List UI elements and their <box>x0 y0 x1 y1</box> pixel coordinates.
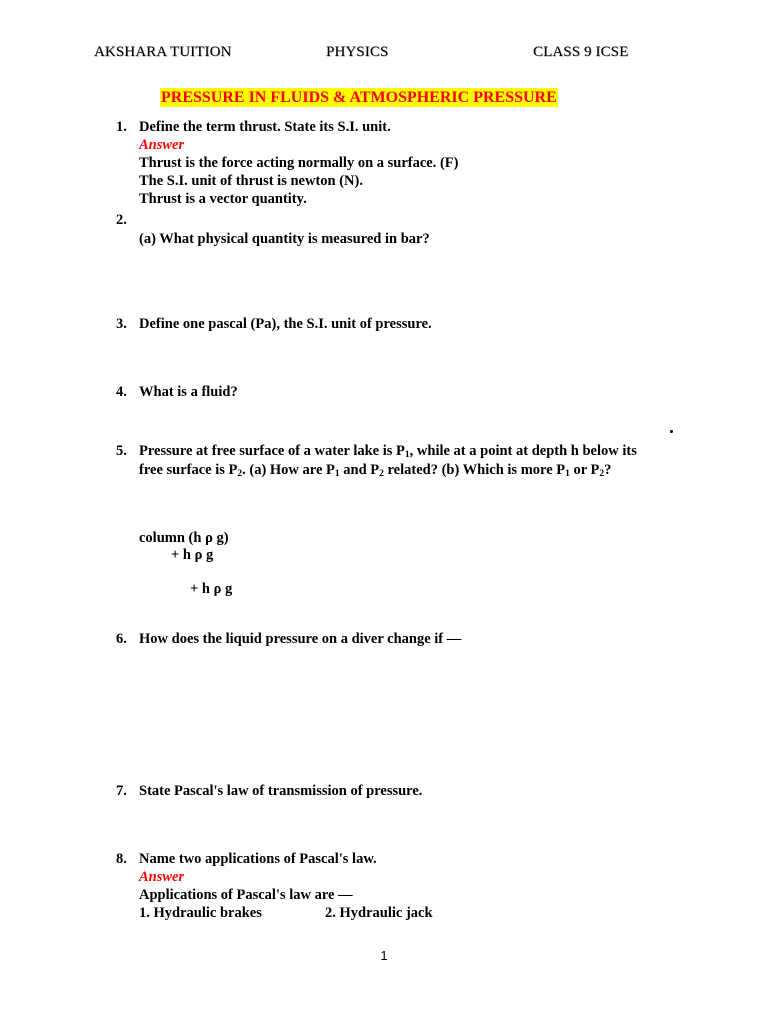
q8-number: 8. <box>116 851 127 867</box>
header-class: CLASS 9 ICSE <box>533 44 629 60</box>
q8-question: Name two applications of Pascal's law. <box>139 851 377 867</box>
q1-answer-line-3: Thrust is a vector quantity. <box>139 191 307 207</box>
q5-line-1: Pressure at free surface of a water lake is $P_1$, while at a point at depth h below its <box>139 443 637 460</box>
q8-answer-label: Answer <box>139 869 185 885</box>
page-title: PRESSURE IN FLUIDS & ATMOSPHERIC PRESSURE <box>161 89 557 106</box>
header-tuition-name: AKSHARA TUITION <box>94 44 232 60</box>
q8-answer-intro: Applications of Pascal's law are — <box>139 887 353 903</box>
q3-question: Define one pascal (Pa), the S.I. unit of pressure. <box>139 316 432 332</box>
q1-answer-label: Answer <box>139 137 185 153</box>
q5-fragment-2: + h ρ g <box>171 547 214 563</box>
q8-answer-item-2: 2. Hydraulic jack <box>325 905 433 921</box>
q4-question: What is a fluid? <box>139 384 238 400</box>
q5-fragment-1: column (h ρ g) <box>139 530 229 546</box>
q4-number: 4. <box>116 384 127 400</box>
q1-answer-line-1: Thrust is the force acting normally on a surface. (F) <box>139 155 459 171</box>
q2-number: 2. <box>116 212 127 228</box>
q1-question: Define the term thrust. State its S.I. unit. <box>139 119 391 135</box>
q1-answer-line-2: The S.I. unit of thrust is newton (N). <box>139 173 363 189</box>
q6-question: How does the liquid pressure on a diver change if — <box>139 631 462 647</box>
q5-line-2: free surface is $P_2$. (a) How are $P_1$ and $P_2$ related? (b) Which is more $P_1$ or $P_2$? <box>139 462 612 479</box>
stray-dot-mark <box>670 430 673 433</box>
q1-number: 1. <box>116 119 127 135</box>
q7-number: 7. <box>116 783 127 799</box>
header-subject: PHYSICS <box>326 44 389 60</box>
q5-fragment-3: + h ρ g <box>190 581 233 597</box>
q3-number: 3. <box>116 316 127 332</box>
page-number: 1 <box>380 948 388 963</box>
q5-number: 5. <box>116 443 127 459</box>
q8-answer-item-1: 1. Hydraulic brakes <box>139 905 262 921</box>
q7-question: State Pascal's law of transmission of pressure. <box>139 783 423 799</box>
q6-number: 6. <box>116 631 127 647</box>
q2-sub-a: (a) What physical quantity is measured in bar? <box>139 231 430 247</box>
